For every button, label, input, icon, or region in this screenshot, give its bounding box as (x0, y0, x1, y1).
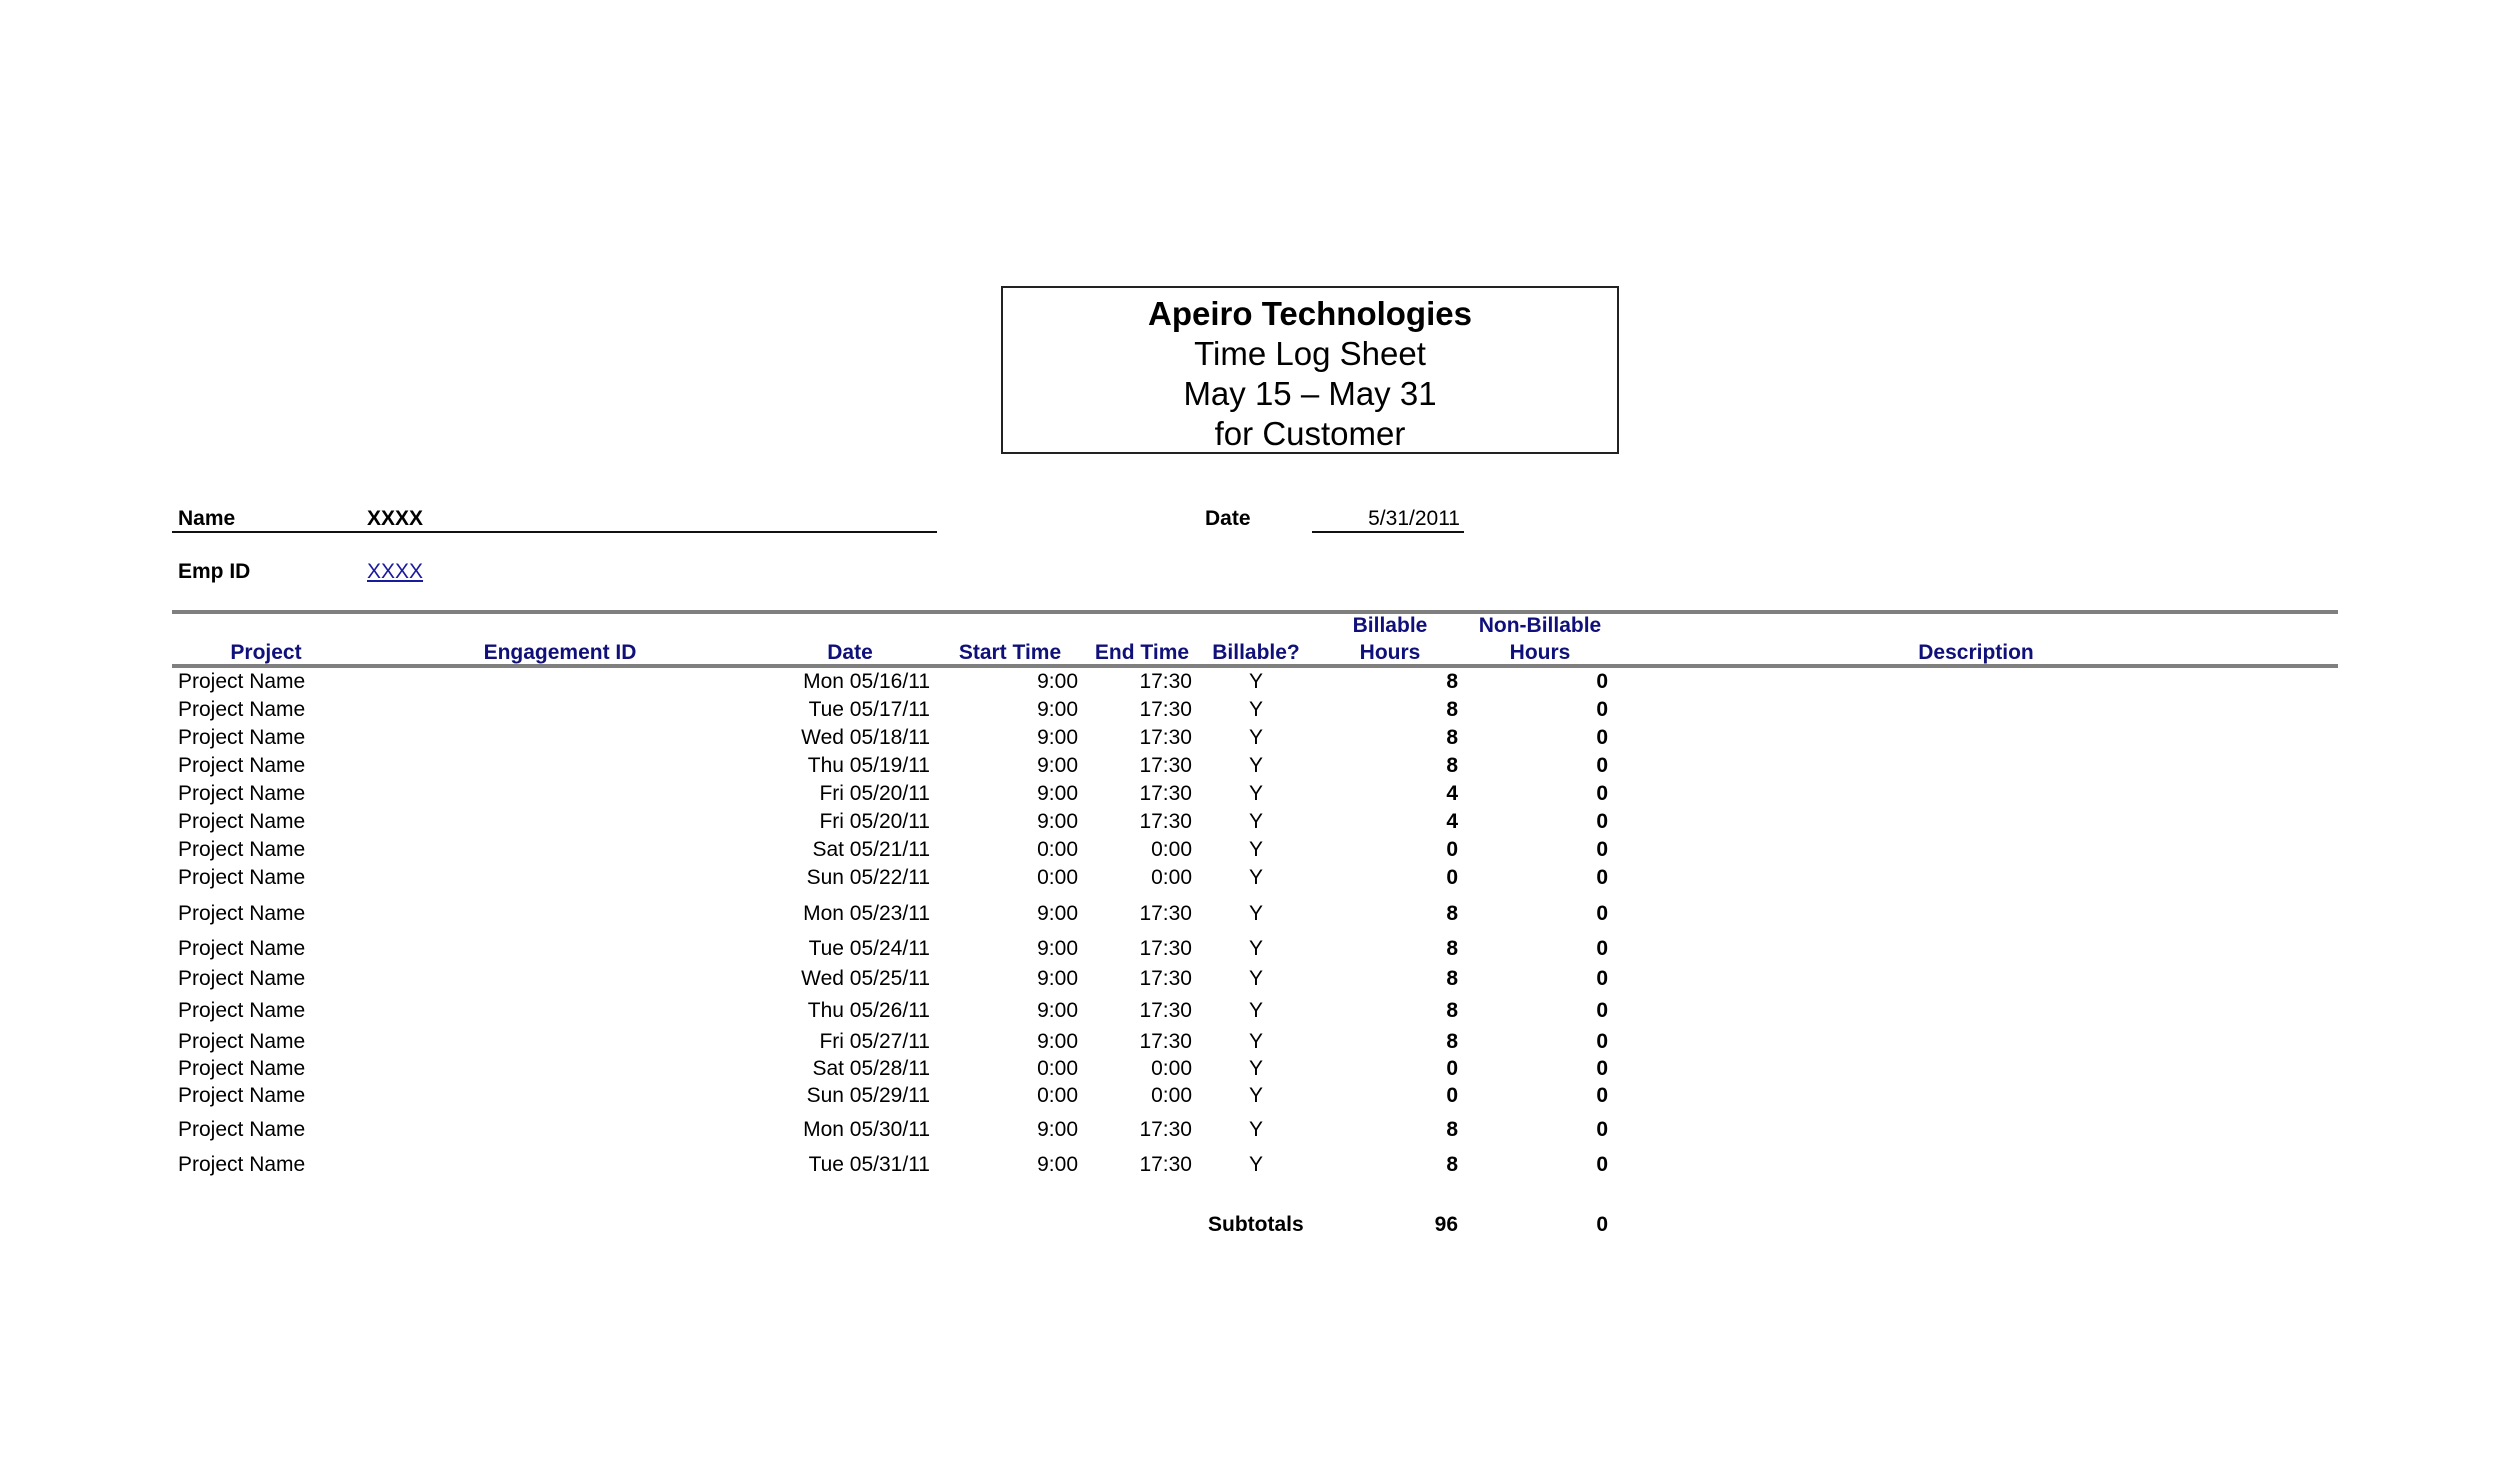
row-start-time[interactable]: 9:00 (1037, 782, 1078, 805)
sheet-title: Time Log Sheet (1194, 335, 1426, 372)
row-billable[interactable]: Y (1248, 937, 1263, 960)
row-non-billable-hours[interactable]: 0 (1596, 754, 1608, 777)
row-end-time[interactable]: 17:30 (1139, 967, 1192, 990)
row-project[interactable]: Project Name (178, 754, 306, 777)
row-billable[interactable]: Y (1248, 999, 1263, 1022)
row-end-time[interactable]: 0:00 (1151, 866, 1192, 889)
row-non-billable-hours[interactable]: 0 (1596, 670, 1608, 693)
row-date[interactable]: Tue 05/17/11 (808, 698, 930, 721)
row-billable[interactable]: Y (1248, 754, 1263, 777)
col-header-date: Date (827, 641, 873, 664)
row-non-billable-hours[interactable]: 0 (1596, 1057, 1608, 1080)
table-top-rule (172, 610, 2338, 614)
row-billable[interactable]: Y (1248, 1153, 1263, 1176)
row-start-time[interactable]: 0:00 (1037, 1057, 1078, 1080)
row-billable-hours[interactable]: 8 (1446, 726, 1458, 749)
row-date[interactable]: Thu 05/26/11 (807, 999, 930, 1022)
row-project[interactable]: Project Name (178, 670, 306, 693)
row-non-billable-hours[interactable]: 0 (1596, 810, 1608, 833)
row-end-time[interactable]: 17:30 (1139, 726, 1192, 749)
row-non-billable-hours[interactable]: 0 (1596, 999, 1608, 1022)
row-date[interactable]: Tue 05/24/11 (808, 937, 930, 960)
row-start-time[interactable]: 9:00 (1037, 902, 1078, 925)
row-billable-hours[interactable]: 8 (1446, 902, 1458, 925)
row-billable[interactable]: Y (1248, 866, 1263, 889)
company-name: Apeiro Technologies (1148, 295, 1472, 332)
row-non-billable-hours[interactable]: 0 (1596, 726, 1608, 749)
title-box (1001, 286, 1619, 454)
row-billable[interactable]: Y (1248, 810, 1263, 833)
row-date[interactable]: Fri 05/20/11 (819, 810, 930, 833)
row-billable-hours[interactable]: 8 (1446, 1118, 1458, 1141)
row-date[interactable]: Sun 05/29/11 (806, 1084, 930, 1107)
col-header-billable: Billable? (1212, 641, 1300, 664)
subtotals-label: Subtotals (1208, 1213, 1304, 1236)
row-billable[interactable]: Y (1248, 670, 1263, 693)
row-end-time[interactable]: 17:30 (1139, 754, 1192, 777)
row-project[interactable]: Project Name (178, 1084, 306, 1107)
row-non-billable-hours[interactable]: 0 (1596, 782, 1608, 805)
row-end-time[interactable]: 17:30 (1139, 937, 1192, 960)
row-project[interactable]: Project Name (178, 1118, 306, 1141)
row-non-billable-hours[interactable]: 0 (1596, 1118, 1608, 1141)
row-non-billable-hours[interactable]: 0 (1596, 967, 1608, 990)
row-end-time[interactable]: 0:00 (1151, 1084, 1192, 1107)
row-project[interactable]: Project Name (178, 1030, 306, 1053)
row-project[interactable]: Project Name (178, 698, 306, 721)
row-billable-hours[interactable]: 8 (1446, 967, 1458, 990)
sheet-customer: for Customer (1214, 415, 1406, 452)
row-billable[interactable]: Y (1248, 1118, 1263, 1141)
row-project[interactable]: Project Name (178, 838, 306, 861)
row-non-billable-hours[interactable]: 0 (1596, 1153, 1608, 1176)
row-non-billable-hours[interactable]: 0 (1596, 1030, 1608, 1053)
col-header-billable-hours-2: Hours (1359, 641, 1421, 664)
row-start-time[interactable]: 0:00 (1037, 1084, 1078, 1107)
row-start-time[interactable]: 9:00 (1037, 937, 1078, 960)
row-date[interactable]: Sat 05/28/11 (812, 1057, 930, 1080)
row-start-time[interactable]: 0:00 (1037, 838, 1078, 861)
row-start-time[interactable]: 9:00 (1037, 726, 1078, 749)
row-billable-hours[interactable]: 8 (1446, 754, 1458, 777)
name-label: Name (178, 507, 236, 530)
row-non-billable-hours[interactable]: 0 (1596, 1084, 1608, 1107)
row-billable-hours[interactable]: 0 (1446, 866, 1458, 889)
row-start-time[interactable]: 9:00 (1037, 1153, 1078, 1176)
row-date[interactable]: Mon 05/23/11 (803, 902, 930, 925)
row-billable[interactable]: Y (1248, 1084, 1263, 1107)
row-end-time[interactable]: 17:30 (1139, 999, 1192, 1022)
row-billable-hours[interactable]: 4 (1446, 782, 1458, 805)
row-end-time[interactable]: 0:00 (1151, 1057, 1192, 1080)
row-end-time[interactable]: 17:30 (1139, 670, 1192, 693)
row-end-time[interactable]: 17:30 (1139, 902, 1192, 925)
subtotals-billable-hours: 96 (1434, 1213, 1458, 1236)
col-header-start-time: Start Time (958, 641, 1062, 664)
row-project[interactable]: Project Name (178, 967, 306, 990)
row-date[interactable]: Fri 05/27/11 (819, 1030, 930, 1053)
row-end-time[interactable]: 0:00 (1151, 838, 1192, 861)
row-billable-hours[interactable]: 4 (1446, 810, 1458, 833)
row-start-time[interactable]: 9:00 (1037, 999, 1078, 1022)
row-billable-hours[interactable]: 8 (1446, 1030, 1458, 1053)
row-date[interactable]: Wed 05/18/11 (801, 726, 930, 749)
name-value[interactable]: XXXX (367, 507, 424, 530)
row-billable[interactable]: Y (1248, 726, 1263, 749)
row-start-time[interactable]: 9:00 (1037, 967, 1078, 990)
col-header-end-time: End Time (1094, 641, 1190, 664)
row-date[interactable]: Sat 05/21/11 (812, 838, 930, 861)
row-end-time[interactable]: 17:30 (1139, 698, 1192, 721)
row-project[interactable]: Project Name (178, 1057, 306, 1080)
col-header-non-billable-hours-2: Hours (1509, 641, 1571, 664)
row-end-time[interactable]: 17:30 (1139, 1118, 1192, 1141)
row-billable[interactable]: Y (1248, 1057, 1263, 1080)
sheet-period: May 15 – May 31 (1183, 375, 1437, 412)
row-billable-hours[interactable]: 8 (1446, 1153, 1458, 1176)
row-start-time[interactable]: 9:00 (1037, 1118, 1078, 1141)
row-project[interactable]: Project Name (178, 937, 306, 960)
row-start-time[interactable]: 9:00 (1037, 754, 1078, 777)
row-project[interactable]: Project Name (178, 726, 306, 749)
row-billable[interactable]: Y (1248, 967, 1263, 990)
row-non-billable-hours[interactable]: 0 (1596, 838, 1608, 861)
row-end-time[interactable]: 17:30 (1139, 1153, 1192, 1176)
subtotals-non-billable-hours: 0 (1596, 1213, 1608, 1236)
row-date[interactable]: Tue 05/31/11 (808, 1153, 930, 1176)
date-value[interactable]: 5/31/2011 (1368, 507, 1460, 530)
row-start-time[interactable]: 9:00 (1037, 670, 1078, 693)
row-billable-hours[interactable]: 0 (1446, 1057, 1458, 1080)
col-header-non-billable-hours-1: Non-Billable (1478, 614, 1602, 637)
row-billable[interactable]: Y (1248, 698, 1263, 721)
row-non-billable-hours[interactable]: 0 (1596, 937, 1608, 960)
emp-id-label: Emp ID (178, 560, 251, 583)
row-end-time[interactable]: 17:30 (1139, 810, 1192, 833)
row-billable[interactable]: Y (1248, 838, 1263, 861)
row-billable-hours[interactable]: 8 (1446, 999, 1458, 1022)
row-date[interactable]: Sun 05/22/11 (806, 866, 930, 889)
row-billable-hours[interactable]: 8 (1446, 670, 1458, 693)
row-end-time[interactable]: 17:30 (1139, 1030, 1192, 1053)
col-header-engagement-id: Engagement ID (483, 641, 637, 664)
row-date[interactable]: Fri 05/20/11 (819, 782, 930, 805)
row-date[interactable]: Wed 05/25/11 (801, 967, 930, 990)
row-project[interactable]: Project Name (178, 782, 306, 805)
row-project[interactable]: Project Name (178, 866, 306, 889)
col-header-project: Project (230, 641, 302, 664)
row-non-billable-hours[interactable]: 0 (1596, 698, 1608, 721)
row-billable-hours[interactable]: 0 (1446, 1084, 1458, 1107)
row-billable-hours[interactable]: 8 (1446, 937, 1458, 960)
date-underline (1312, 531, 1464, 533)
row-end-time[interactable]: 17:30 (1139, 782, 1192, 805)
row-start-time[interactable]: 9:00 (1037, 1030, 1078, 1053)
row-project[interactable]: Project Name (178, 810, 306, 833)
row-start-time[interactable]: 9:00 (1037, 698, 1078, 721)
emp-id-value[interactable]: XXXX (367, 560, 424, 583)
row-project[interactable]: Project Name (178, 902, 306, 925)
row-start-time[interactable]: 9:00 (1037, 810, 1078, 833)
row-billable[interactable]: Y (1248, 782, 1263, 805)
row-project[interactable]: Project Name (178, 999, 306, 1022)
row-date[interactable]: Mon 05/30/11 (803, 1118, 930, 1141)
row-project[interactable]: Project Name (178, 1153, 306, 1176)
date-label: Date (1205, 507, 1251, 530)
col-header-billable-hours-1: Billable (1352, 614, 1428, 637)
row-non-billable-hours[interactable]: 0 (1596, 866, 1608, 889)
col-header-description: Description (1918, 641, 2034, 664)
row-non-billable-hours[interactable]: 0 (1596, 902, 1608, 925)
row-billable-hours[interactable]: 0 (1446, 838, 1458, 861)
row-date[interactable]: Thu 05/19/11 (807, 754, 930, 777)
row-start-time[interactable]: 0:00 (1037, 866, 1078, 889)
row-date[interactable]: Mon 05/16/11 (803, 670, 930, 693)
row-billable[interactable]: Y (1248, 1030, 1263, 1053)
name-underline (172, 531, 937, 533)
row-billable-hours[interactable]: 8 (1446, 698, 1458, 721)
row-billable[interactable]: Y (1248, 902, 1263, 925)
